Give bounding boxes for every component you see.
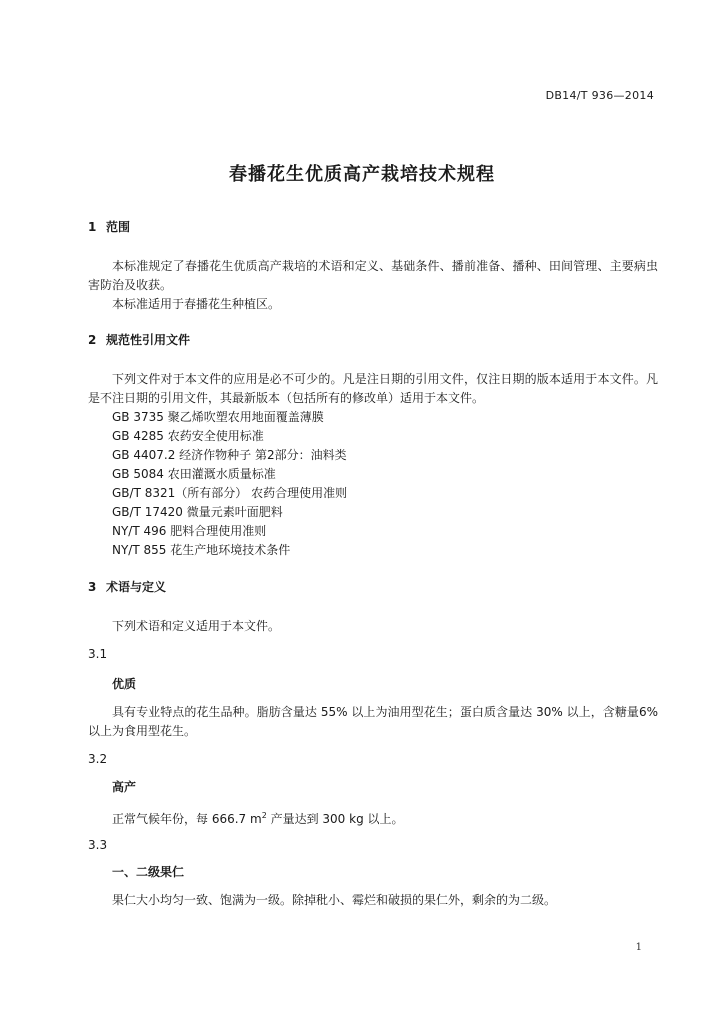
term-number: 3.3	[88, 838, 108, 852]
term-definition: 果仁大小均匀一致、饱满为一级。除掉秕小、霉烂和破损的果仁外，剩余的为二级。	[112, 893, 557, 907]
definition-text: 产量达到 300 kg 以上。	[266, 812, 404, 826]
paragraph: 本标准规定了春播花生优质高产栽培的术语和定义、基础条件、播前准备、播种、田间管理、主要病虫害防治及收获。	[88, 259, 658, 292]
section-number: 1	[88, 220, 97, 234]
section-title: 规范性引用文件	[106, 333, 191, 347]
section-number: 3	[88, 580, 97, 594]
reference-item: GB 3735 聚乙烯吹塑农用地面覆盖薄膜	[112, 410, 324, 424]
paragraph: 下列文件对于本文件的应用是必不可少的。凡是注日期的引用文件，仅注日期的版本适用于本文件。凡是不注日期的引用文件，其最新版本（包括所有的修改单）适用于本文件。	[88, 372, 658, 405]
reference-item: GB/T 8321（所有部分） 农药合理使用准则	[112, 486, 348, 500]
paragraph: 本标准适用于春播花生种植区。	[112, 297, 281, 311]
section-1-body	[88, 257, 658, 314]
term-3-1-definition	[88, 703, 658, 741]
term-number: 3.2	[88, 752, 108, 766]
term-definition	[88, 806, 658, 829]
superscript: 2	[261, 811, 267, 820]
term-3-2-definition	[88, 806, 658, 829]
section-2-heading	[88, 331, 658, 350]
term-3-3-definition	[88, 891, 658, 910]
section-3-heading	[88, 578, 658, 597]
section-1-heading	[88, 218, 658, 237]
term-3-1-number	[88, 645, 658, 664]
reference-item: GB 4285 农药安全使用标准	[112, 429, 264, 443]
section-3-intro	[88, 617, 658, 636]
page-number: 1	[635, 942, 642, 953]
term-3-1-name	[88, 675, 658, 694]
term-3-3-name	[88, 863, 658, 882]
term-3-3-number	[88, 836, 658, 855]
reference-item: NY/T 855 花生产地环境技术条件	[112, 543, 291, 557]
section-title: 范围	[106, 220, 131, 234]
section-2-body	[88, 370, 658, 560]
section-number: 2	[88, 333, 97, 347]
term-definition: 具有专业特点的花生品种。脂肪含量达 55% 以上为油用型花生；蛋白质含量达 30% 以上，含糖量6% 以上为食用型花生。	[88, 705, 658, 738]
term-number: 3.1	[88, 647, 108, 661]
reference-item: GB/T 17420 微量元素叶面肥料	[112, 505, 283, 519]
document-title: 春播花生优质高产栽培技术规程	[229, 164, 495, 185]
definition-text: 正常气候年份，每 666.7 m	[112, 812, 262, 826]
term-name: 高产	[112, 780, 137, 794]
term-3-2-number	[88, 750, 658, 769]
section-title: 术语与定义	[106, 580, 167, 594]
term-3-2-name	[88, 778, 658, 797]
reference-item: NY/T 496 肥料合理使用准则	[112, 524, 267, 538]
paragraph: 下列术语和定义适用于本文件。	[112, 619, 281, 633]
document-number: DB14/T 936—2014	[545, 89, 654, 102]
reference-item: GB 4407.2 经济作物种子 第2部分：油料类	[112, 448, 347, 462]
reference-item: GB 5084 农田灌溉水质量标准	[112, 467, 276, 481]
term-name: 一、二级果仁	[112, 865, 185, 879]
term-name: 优质	[112, 677, 137, 691]
